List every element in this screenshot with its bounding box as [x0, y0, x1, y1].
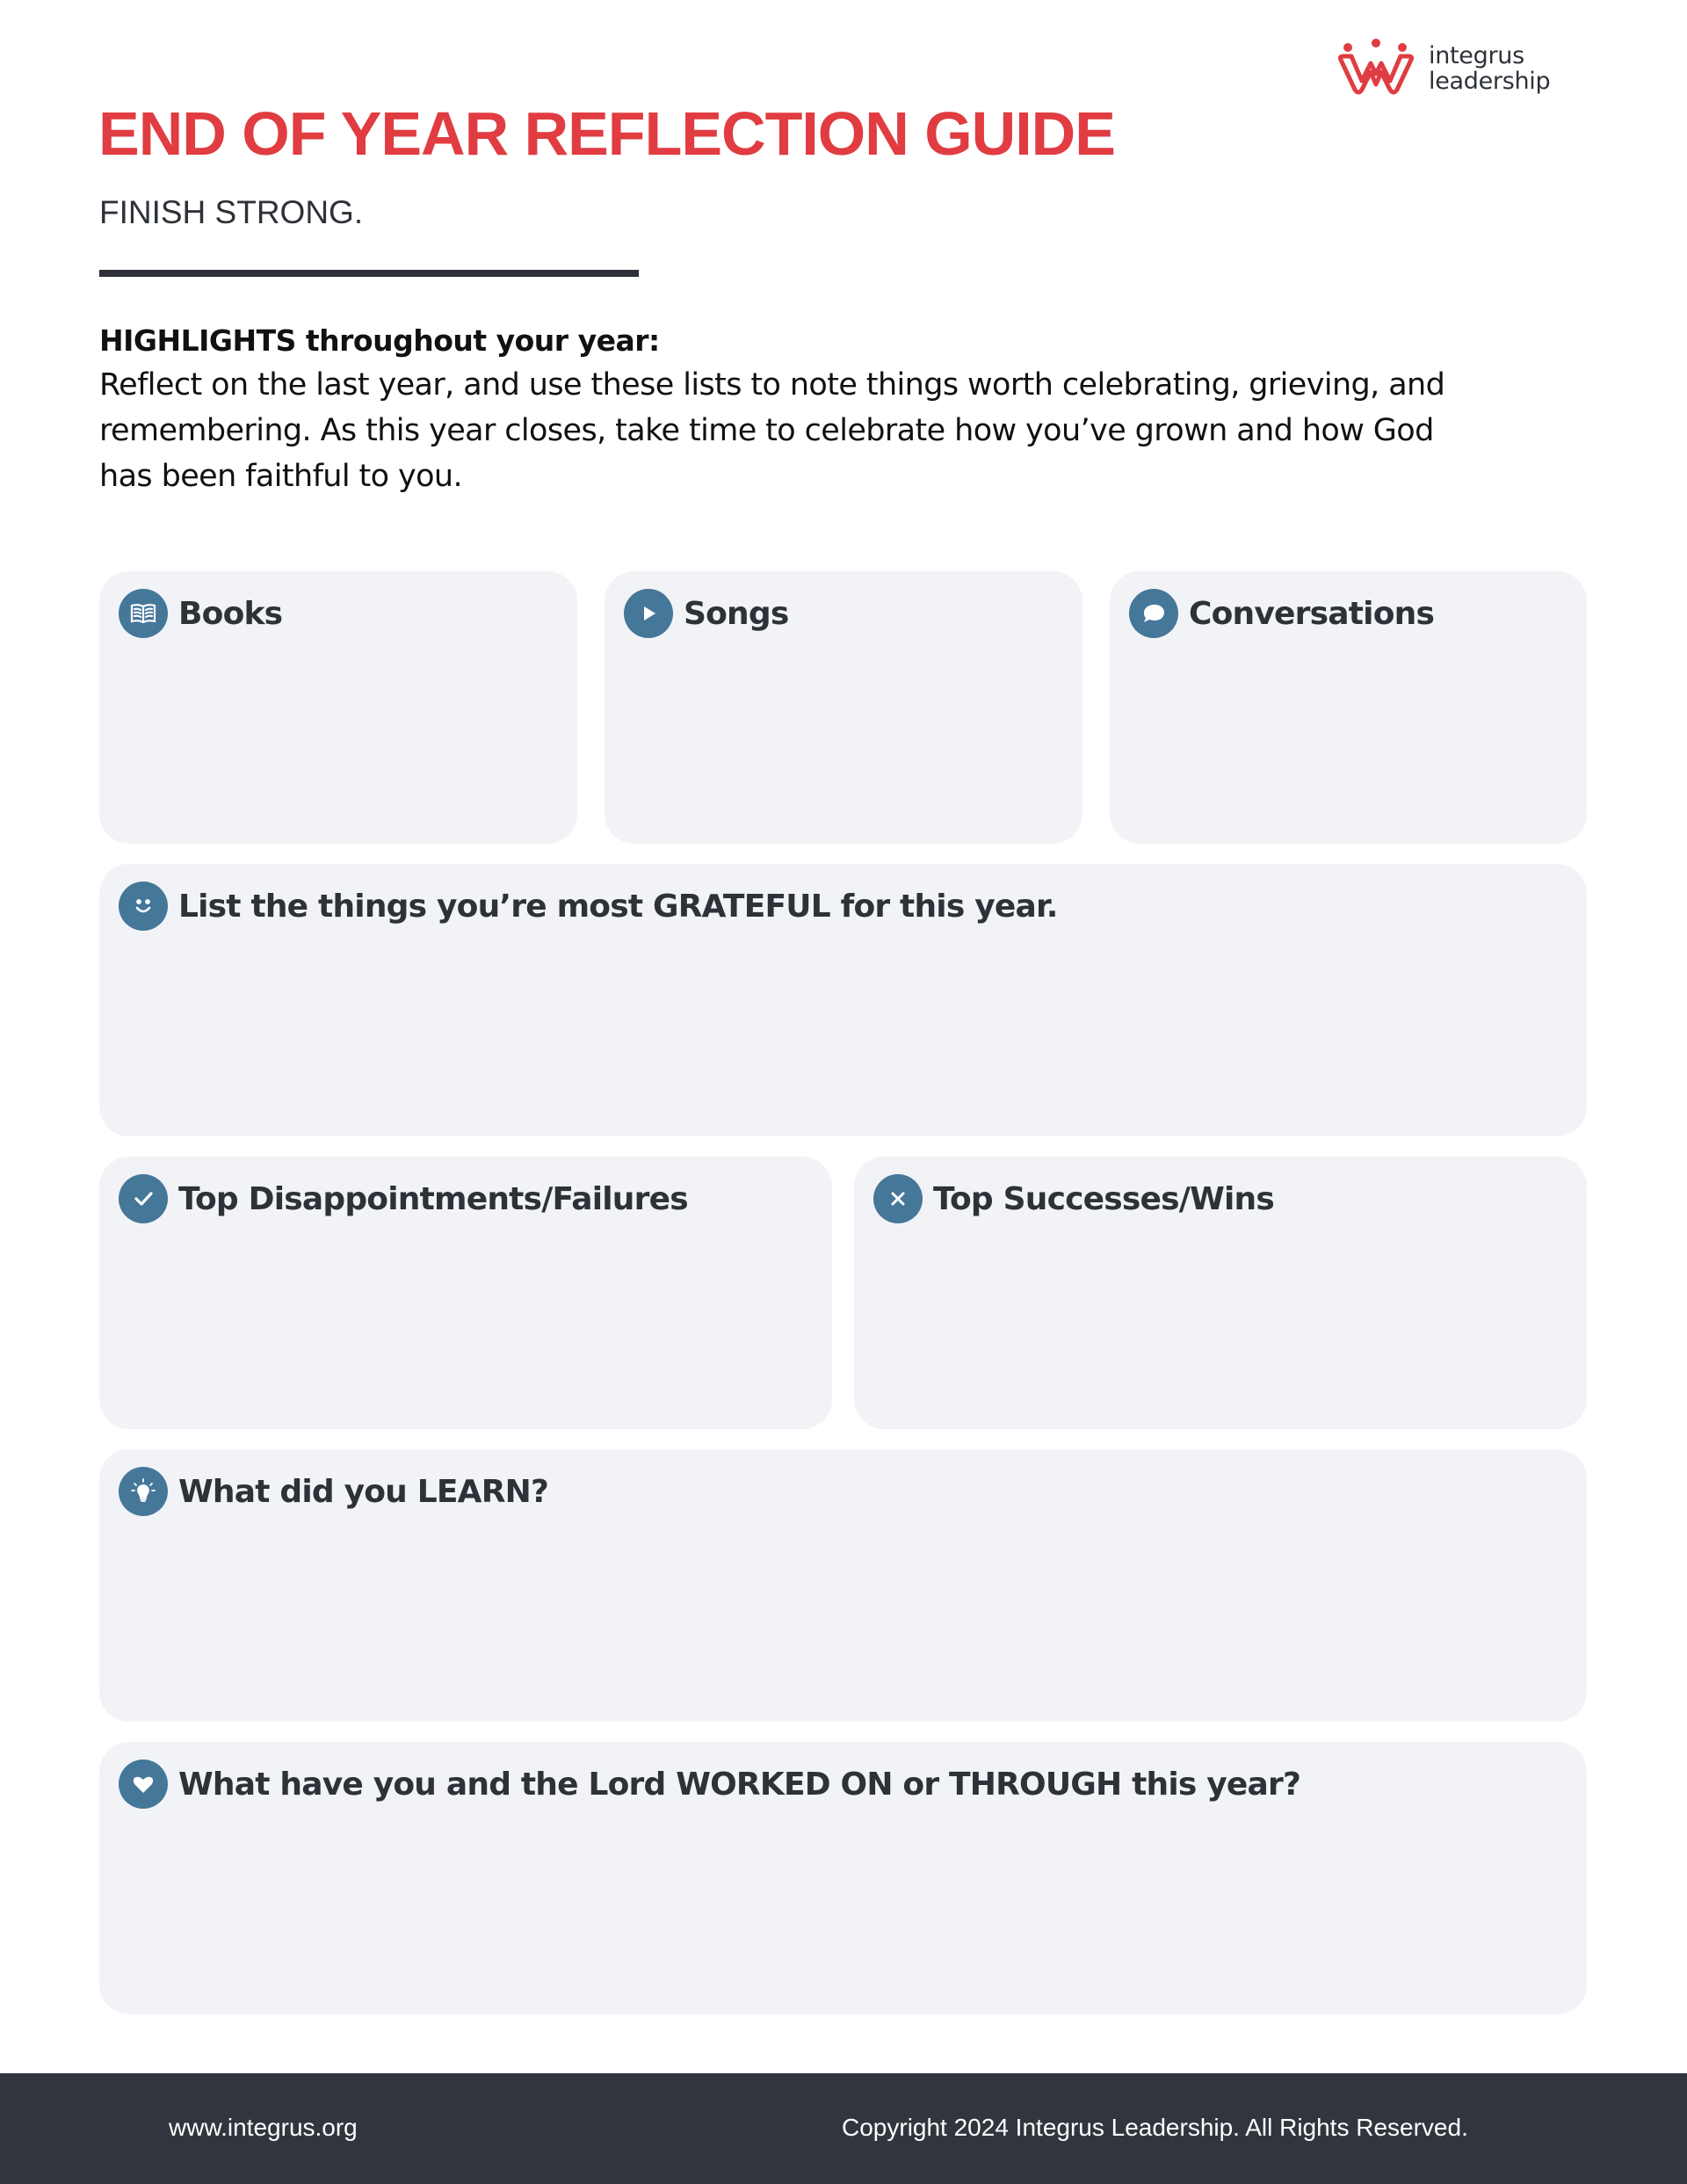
- heart-icon: [119, 1760, 168, 1809]
- brand-name: [1429, 43, 1550, 94]
- intro-section: [99, 320, 1505, 499]
- book-icon: [119, 589, 168, 638]
- brand-logo: [1336, 39, 1550, 98]
- conversations-box[interactable]: [1110, 571, 1587, 844]
- intro-heading: HIGHLIGHTS throughout your year:: [99, 323, 660, 358]
- songs-box[interactable]: [605, 571, 1082, 844]
- learn-label: What did you LEARN?: [178, 1473, 549, 1510]
- footer: [0, 2073, 1687, 2184]
- lightbulb-icon: [119, 1467, 168, 1516]
- learn-box[interactable]: [99, 1449, 1587, 1722]
- grateful-label: List the things you’re most GRATEFUL for this year.: [178, 888, 1058, 925]
- disappointments-box[interactable]: [99, 1157, 832, 1429]
- songs-label: Songs: [684, 595, 789, 632]
- brand-name-line2: leadership: [1429, 68, 1551, 95]
- conversations-label: Conversations: [1189, 595, 1435, 632]
- successes-label: Top Successes/Wins: [933, 1180, 1275, 1217]
- title-divider: [99, 270, 639, 277]
- play-icon: [624, 589, 673, 638]
- x-icon: [873, 1174, 923, 1223]
- successes-box[interactable]: [854, 1157, 1587, 1429]
- footer-website-link[interactable]: www.integrus.org: [169, 2114, 358, 2141]
- logo-mark-icon: [1336, 39, 1416, 98]
- brand-name-line1: integrus: [1429, 42, 1524, 69]
- worked-on-box[interactable]: [99, 1742, 1587, 2014]
- worked-on-label: What have you and the Lord WORKED ON or THROUGH this year?: [178, 1766, 1301, 1803]
- checkmark-icon: [119, 1174, 168, 1223]
- page-title: END OF YEAR REFLECTION GUIDE: [98, 99, 1115, 168]
- grateful-box[interactable]: [99, 864, 1587, 1136]
- books-box[interactable]: [99, 571, 577, 844]
- smiley-icon: [119, 882, 168, 931]
- chat-bubble-icon: [1129, 589, 1178, 638]
- intro-body: Reflect on the last year, and use these lists to note things worth celebrating, grieving, and remembering. As this year closes, take time to celebrate how you’ve grown and how God has been faithful to you.: [99, 367, 1445, 494]
- disappointments-label: Top Disappointments/Failures: [178, 1180, 688, 1217]
- footer-copyright: Copyright 2024 Integrus Leadership. All Rights Reserved.: [842, 2114, 1468, 2141]
- books-label: Books: [178, 595, 283, 632]
- page-subtitle: FINISH STRONG.: [99, 194, 364, 230]
